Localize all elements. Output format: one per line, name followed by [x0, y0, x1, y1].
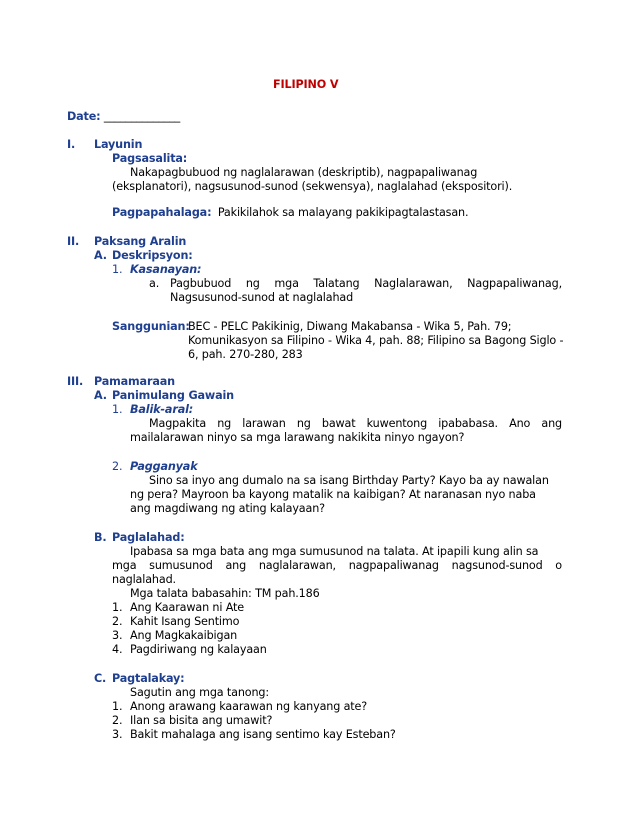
- paglalahad-item-1-text: Ang Kaarawan ni Ate: [130, 601, 244, 614]
- balik-aral-line-1: Magpakita ng larawan ng bawat kuwentong ipababasa. Ano ang: [149, 417, 562, 430]
- pagtalakay-item-3-number: 3.: [112, 728, 123, 741]
- pagtalakay-intro: Sagutin ang mga tanong:: [130, 686, 269, 699]
- date-line: [67, 110, 180, 124]
- paglalahad-item-4-number: 4.: [112, 643, 123, 656]
- pagtalakay-item-1-number: 1.: [112, 700, 123, 713]
- pagpapahalaga-label: Pagpapahalaga:: [112, 206, 212, 219]
- sanggunian-line-1: BEC - PELC Pakikinig, Diwang Makabansa - Wika 5, Pah. 79;: [188, 320, 512, 333]
- pagsasalita-label: Pagsasalita:: [112, 152, 188, 165]
- section-3a-label: A.: [94, 389, 107, 402]
- pagganyak-number: 2.: [112, 460, 123, 473]
- pagpapahalaga-line: [112, 206, 468, 220]
- paglalahad-item-3-number: 3.: [112, 629, 123, 642]
- pagganyak-line-1: Sino sa inyo ang dumalo na sa isang Birthday Party? Kayo ba ay nawalan: [149, 474, 549, 487]
- pagtalakay-item-2-text: Ilan sa bisita ang umawit?: [130, 714, 273, 727]
- paglalahad-line-1: Ipabasa sa mga bata ang mga sumusunod na talata. At ipapili kung alin sa: [130, 545, 539, 558]
- section-3c-heading: Pagtalakay:: [112, 672, 185, 685]
- paglalahad-line-3: naglalahad.: [112, 573, 176, 586]
- section-3-heading: Pamamaraan: [94, 375, 175, 388]
- sanggunian-label: Sanggunian:: [112, 320, 190, 333]
- pagsasalita-line-2: (eksplanatori), nagsusunod-sunod (sekwensya), naglalahad (ekspositori).: [112, 180, 513, 193]
- date-label: Date:: [67, 110, 101, 123]
- section-2a-heading: Deskripsyon:: [112, 249, 193, 262]
- section-2a-label: A.: [94, 249, 107, 262]
- kasanayan-number: 1.: [112, 263, 123, 276]
- pagtalakay-item-2-number: 2.: [112, 714, 123, 727]
- section-2-number: II.: [67, 235, 80, 248]
- sanggunian-line-3: 6, pah. 270-280, 283: [188, 348, 303, 361]
- paglalahad-line-2: mga sumusunod ang naglalarawan, nagpapaliwanag nagsunod-sunod o: [112, 559, 562, 572]
- balik-aral-number: 1.: [112, 403, 123, 416]
- balik-aral-label: Balik-aral:: [130, 403, 194, 416]
- section-1-heading: Layunin: [94, 138, 143, 151]
- pagsasalita-line-1: Nakapagbubuod ng naglalarawan (deskriptib), nagpapaliwanag: [130, 166, 478, 179]
- kasanayan-a-line-1: Pagbubuod ng mga Talatang Naglalarawan, Nagpapaliwanag,: [170, 277, 562, 290]
- pagganyak-label: Pagganyak: [130, 460, 198, 473]
- pagpapahalaga-text: Pakikilahok sa malayang pakikipagtalastasan.: [217, 206, 469, 219]
- paglalahad-item-4-text: Pagdiriwang ng kalayaan: [130, 643, 267, 656]
- section-3-number: III.: [67, 375, 84, 388]
- section-3b-heading: Paglalahad:: [112, 531, 185, 544]
- paglalahad-item-1-number: 1.: [112, 601, 123, 614]
- section-3b-label: B.: [94, 531, 107, 544]
- paglalahad-item-2-number: 2.: [112, 615, 123, 628]
- section-3c-label: C.: [94, 672, 107, 685]
- paglalahad-line-4: Mga talata babasahin: TM pah.186: [130, 587, 320, 600]
- pagganyak-line-3: ang magdiwang ng ating kalayaan?: [130, 502, 325, 515]
- section-3a-heading: Panimulang Gawain: [112, 389, 234, 402]
- kasanayan-label: Kasanayan:: [130, 263, 202, 276]
- paglalahad-item-3-text: Ang Magkakaibigan: [130, 629, 238, 642]
- pagtalakay-item-1-text: Anong arawang kaarawan ng kanyang ate?: [130, 700, 368, 713]
- page-title: FILIPINO V: [273, 78, 339, 91]
- pagtalakay-item-3-text: Bakit mahalaga ang isang sentimo kay Esteban?: [130, 728, 396, 741]
- section-1-number: I.: [67, 138, 76, 151]
- paglalahad-item-2-text: Kahit Isang Sentimo: [130, 615, 240, 628]
- balik-aral-line-2: mailalarawan ninyo sa mga larawang nakikita ninyo ngayon?: [130, 431, 465, 444]
- kasanayan-a-label: a.: [149, 277, 160, 290]
- pagganyak-line-2: ng pera? Mayroon ba kayong matalik na kaibigan? At naranasan nyo naba: [130, 488, 536, 501]
- date-blank: ______________: [103, 110, 181, 123]
- sanggunian-line-2: Komunikasyon sa Filipino - Wika 4, pah. 88; Filipino sa Bagong Siglo -: [188, 334, 564, 347]
- section-2-heading: Paksang Aralin: [94, 235, 187, 248]
- kasanayan-a-line-2: Nagsusunod-sunod at naglalahad: [170, 291, 354, 304]
